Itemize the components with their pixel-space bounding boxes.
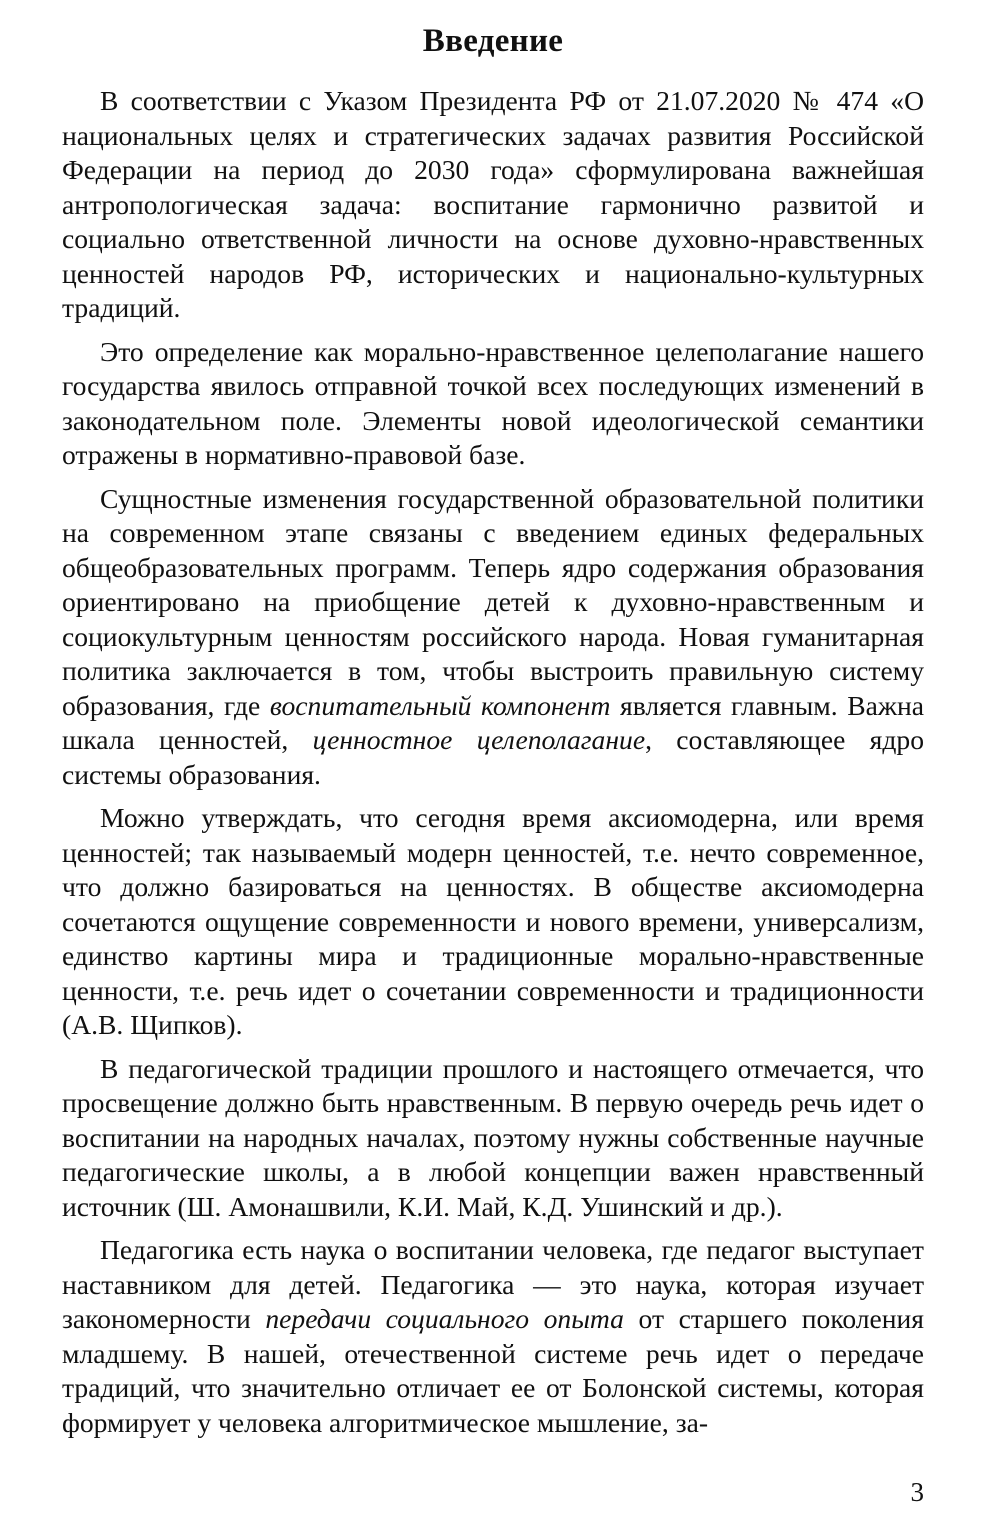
paragraph-policy [62, 482, 924, 793]
paragraph-text: В соответствии с Указом Президента РФ от 21.07.2020 № 474 «О национальных целях и стратегических задачах развития Российской Федерации на период до 2030 года» сформулирована важнейшая антропологическая задача: воспитание гармонично развитой и социально ответственной личности на основе духовно-нравственных ценностей народов РФ, исторических и национально-культурных традиций. [62, 85, 924, 323]
paragraph-tradition [62, 1052, 924, 1225]
paragraph-pedagogy [62, 1233, 924, 1440]
page-title: Введение [422, 23, 564, 59]
paragraph-text: является главным. Важна шкала ценностей, [62, 689, 924, 755]
emphasis-text: ценностное целеполагание [312, 724, 646, 755]
paragraph-text: Это определение как морально-нравственное целеполагание нашего государства явилось отправной точкой всех последующих изменений в законодательном поле. Элементы новой идеологической семантики отражены в нормативно-правовой базе. [62, 335, 924, 470]
paragraph-intro [62, 84, 924, 326]
emphasis-text: передачи социального опыта [265, 1303, 624, 1334]
paragraph-text: Сущностные изменения государственной образовательной политики на современном этапе связаны с введением единых федеральных общеобразовательных программ. Теперь ядро содержания образования ориентировано на приобщение детей к духовно-нравственным и социокультурным ценностям российского народа. Новая гуманитарная политика заключается в том, чтобы выстроить правильную систему образования, где [62, 482, 924, 721]
document-page [62, 18, 924, 1508]
paragraph-definition [62, 335, 924, 473]
page-number: 3 [910, 1477, 924, 1507]
emphasis-text: воспитательный компонент [269, 689, 611, 721]
paragraph-text: Можно утверждать, что сегодня время аксиомодерна, или время ценностей; так называемый модерн ценностей, т.е. нечто современное, что должно базироваться на ценностях. В обществе аксиомодерна сочетаются ощущение современности и нового времени, универсализм, единство картины мира и традиционные морально-нравственные ценности, т.е. речь идет о сочетании современности и традиционности (А.В. Щипков). [62, 802, 924, 1040]
paragraph-axiomodern [62, 801, 924, 1043]
paragraph-text: , составляющее ядро системы образования. [62, 724, 925, 790]
paragraph-text: от старшего поколения младшему. В нашей, отечественной системе речь идет о передаче традиций, что значительно отличает ее от Болонской системы, которая формирует у человека алгоритмическое мышление, за- [62, 1303, 925, 1438]
paragraph-text: Педагогика есть наука о воспитании человека, где педагог выступает наставником для детей. Педагогика — это наука, которая изучает закономерности [62, 1234, 924, 1334]
paragraph-text: В педагогической традиции прошлого и настоящего отмечается, что просвещение должно быть нравственным. В первую очередь речь идет о воспитании на народных началах, поэтому нужны собственные научные педагогические школы, а в любой концепции важен нравственный источник (Ш. Амонашвили, К.И. Май, К.Д. Ушинский и др.). [62, 1052, 924, 1222]
